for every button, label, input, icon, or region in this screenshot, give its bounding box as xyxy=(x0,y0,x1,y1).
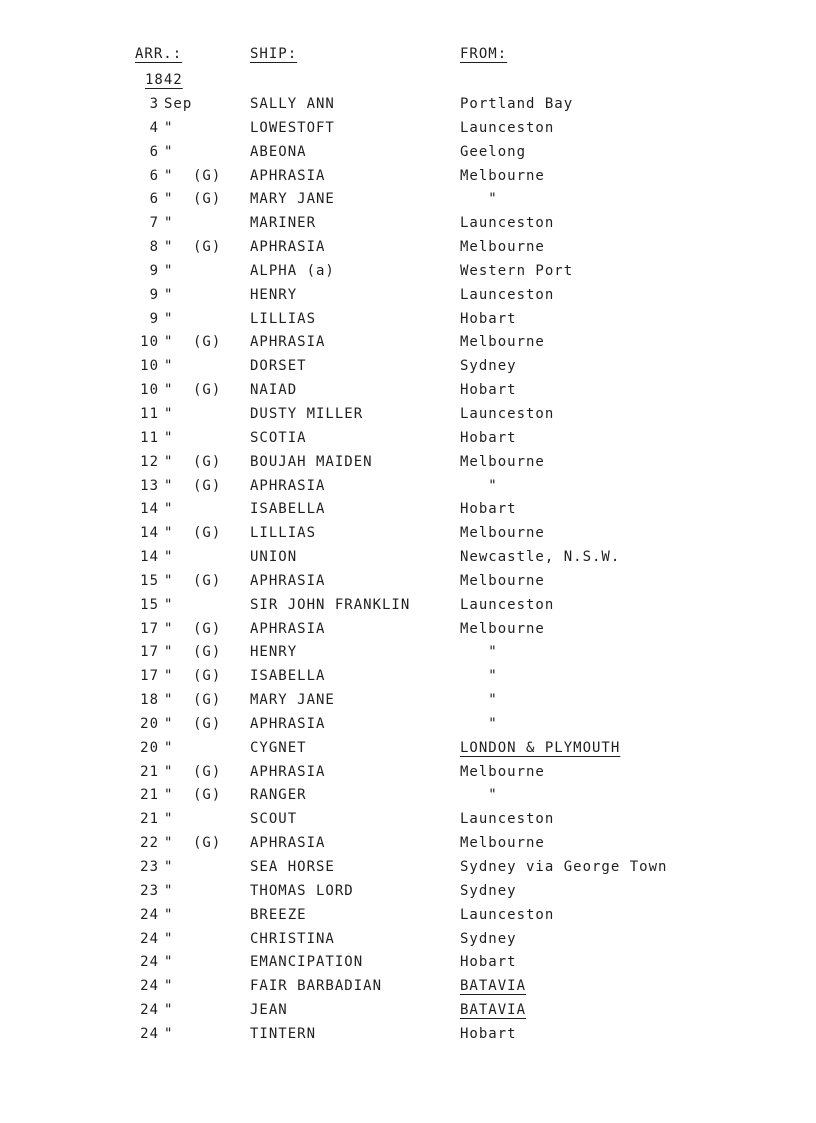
arrival-day: 4 xyxy=(149,119,159,136)
ship-name: ABEONA xyxy=(250,143,307,160)
government-marker: (G) xyxy=(193,382,222,399)
departure-port: " xyxy=(460,644,498,661)
arrival-row xyxy=(0,571,816,595)
arrival-month: " xyxy=(164,453,174,470)
from-column-header: FROM: xyxy=(460,46,508,62)
arrival-month: " xyxy=(164,859,174,875)
arrival-day: 14 xyxy=(140,501,159,518)
government-marker: (G) xyxy=(193,692,222,709)
arrival-row xyxy=(0,142,816,166)
departure-port: Melbourne xyxy=(460,239,545,256)
departure-port: Sydney xyxy=(460,358,517,375)
departure-port: Launceston xyxy=(460,286,555,303)
departure-port: " xyxy=(460,668,498,685)
departure-port: Hobart xyxy=(460,382,517,399)
arrival-month: " xyxy=(164,930,174,947)
arrival-day: 17 xyxy=(140,620,159,637)
ship-name: MARY JANE xyxy=(250,191,335,208)
arrival-row xyxy=(0,952,816,976)
ship-name: RANGER xyxy=(250,787,307,804)
arrival-row xyxy=(0,309,816,333)
arrival-row xyxy=(0,809,816,833)
ship-name: SCOUT xyxy=(250,811,298,828)
arrival-day: 7 xyxy=(149,215,159,232)
arrival-month: " xyxy=(164,477,174,494)
ship-name: FAIR BARBADIAN xyxy=(250,978,383,995)
government-marker: (G) xyxy=(193,453,222,470)
ship-name: TINTERN xyxy=(250,1025,317,1042)
arrival-day: 23 xyxy=(140,859,159,875)
arrival-day: 12 xyxy=(140,453,159,470)
arrival-day: 15 xyxy=(140,572,159,589)
departure-port: Sydney xyxy=(460,882,517,899)
arrival-row xyxy=(0,762,816,786)
arrival-row xyxy=(0,690,816,714)
ship-name: DORSET xyxy=(250,358,307,375)
arrival-month: " xyxy=(164,262,174,279)
arrival-day: 21 xyxy=(140,787,159,804)
arrival-row xyxy=(0,929,816,953)
government-marker: (G) xyxy=(193,191,222,208)
ship-name: SIR JOHN FRANKLIN xyxy=(250,596,411,613)
departure-port: Melbourne xyxy=(460,835,545,852)
ship-name: ISABELLA xyxy=(250,668,326,685)
arrival-row xyxy=(0,213,816,237)
government-marker: (G) xyxy=(193,572,222,589)
ship-name: HENRY xyxy=(250,286,298,303)
arrival-day: 6 xyxy=(149,191,159,208)
arrival-row xyxy=(0,189,816,213)
arrival-month: " xyxy=(164,239,174,256)
arrival-row xyxy=(0,595,816,619)
ship-name: LILLIAS xyxy=(250,525,317,542)
ship-name: APHRASIA xyxy=(250,239,326,256)
ship-name: SCOTIA xyxy=(250,429,307,446)
departure-port: Melbourne xyxy=(460,763,545,780)
arrival-month: " xyxy=(164,549,174,566)
departure-port: BATAVIA xyxy=(460,978,527,995)
departure-port: Melbourne xyxy=(460,167,545,184)
ship-name: CHRISTINA xyxy=(250,930,335,947)
arrival-day: 18 xyxy=(140,692,159,709)
arrival-month: " xyxy=(164,334,174,351)
departure-port: Launceston xyxy=(460,596,555,613)
departure-port: Geelong xyxy=(460,143,527,160)
arrival-row xyxy=(0,547,816,571)
arrival-row xyxy=(0,94,816,118)
arrival-month: " xyxy=(164,119,174,136)
arrivals-list xyxy=(0,94,816,1048)
arrival-row xyxy=(0,380,816,404)
ship-name: THOMAS LORD xyxy=(250,882,354,899)
arrival-day: 3 xyxy=(149,96,159,112)
arrival-month: Sep xyxy=(164,96,193,112)
arrival-month: " xyxy=(164,143,174,160)
arrival-row xyxy=(0,1000,816,1024)
ship-name: CYGNET xyxy=(250,739,307,756)
departure-port: Hobart xyxy=(460,1025,517,1042)
ship-name: BOUJAH MAIDEN xyxy=(250,453,373,470)
ship-name: BREEZE xyxy=(250,906,307,923)
ship-name: EMANCIPATION xyxy=(250,954,364,971)
departure-port: Western Port xyxy=(460,262,574,279)
ship-name: APHRASIA xyxy=(250,835,326,852)
arrival-row xyxy=(0,404,816,428)
ship-name: ISABELLA xyxy=(250,501,326,518)
departure-port: Launceston xyxy=(460,811,555,828)
arrival-month: " xyxy=(164,811,174,828)
arrival-month: " xyxy=(164,429,174,446)
arrival-month: " xyxy=(164,668,174,685)
arrival-month: " xyxy=(164,954,174,971)
departure-port: Launceston xyxy=(460,906,555,923)
ship-name: APHRASIA xyxy=(250,620,326,637)
arrival-day: 24 xyxy=(140,906,159,923)
arrival-month: " xyxy=(164,286,174,303)
government-marker: (G) xyxy=(193,477,222,494)
government-marker: (G) xyxy=(193,167,222,184)
arrival-day: 10 xyxy=(140,382,159,399)
arrival-day: 6 xyxy=(149,143,159,160)
departure-port: Melbourne xyxy=(460,620,545,637)
arrival-day: 21 xyxy=(140,811,159,828)
arrival-day: 24 xyxy=(140,1025,159,1042)
arrival-month: " xyxy=(164,787,174,804)
arrival-day: 15 xyxy=(140,596,159,613)
departure-port: Hobart xyxy=(460,501,517,518)
arrival-row xyxy=(0,666,816,690)
ship-name: HENRY xyxy=(250,644,298,661)
arrival-month: " xyxy=(164,382,174,399)
arrival-month: " xyxy=(164,167,174,184)
ship-name: APHRASIA xyxy=(250,167,326,184)
ship-name: SEA HORSE xyxy=(250,859,335,875)
arrival-month: " xyxy=(164,715,174,732)
arrival-row xyxy=(0,642,816,666)
arrival-column-header: ARR.: xyxy=(135,46,183,62)
departure-port: Melbourne xyxy=(460,334,545,351)
arrival-row xyxy=(0,785,816,809)
arrival-month: " xyxy=(164,620,174,637)
government-marker: (G) xyxy=(193,763,222,780)
arrival-day: 13 xyxy=(140,477,159,494)
departure-port: Portland Bay xyxy=(460,96,574,112)
arrival-day: 17 xyxy=(140,668,159,685)
arrival-row xyxy=(0,428,816,452)
arrival-row xyxy=(0,976,816,1000)
arrival-day: 24 xyxy=(140,954,159,971)
ship-name: APHRASIA xyxy=(250,477,326,494)
arrival-row xyxy=(0,166,816,190)
arrival-day: 20 xyxy=(140,739,159,756)
arrival-month: " xyxy=(164,835,174,852)
ship-name: UNION xyxy=(250,549,298,566)
arrival-month: " xyxy=(164,405,174,422)
arrival-row xyxy=(0,118,816,142)
arrival-month: " xyxy=(164,1025,174,1042)
departure-port: Hobart xyxy=(460,954,517,971)
government-marker: (G) xyxy=(193,644,222,661)
ship-column-header: SHIP: xyxy=(250,46,298,62)
departure-port: " xyxy=(460,477,498,494)
government-marker: (G) xyxy=(193,525,222,542)
arrival-month: " xyxy=(164,692,174,709)
arrival-row xyxy=(0,476,816,500)
arrival-day: 11 xyxy=(140,429,159,446)
arrival-month: " xyxy=(164,763,174,780)
arrival-month: " xyxy=(164,596,174,613)
arrival-month: " xyxy=(164,572,174,589)
arrival-month: " xyxy=(164,310,174,327)
government-marker: (G) xyxy=(193,787,222,804)
arrival-month: " xyxy=(164,191,174,208)
arrival-row xyxy=(0,332,816,356)
arrival-day: 9 xyxy=(149,310,159,327)
arrival-row xyxy=(0,237,816,261)
departure-port: " xyxy=(460,787,498,804)
arrival-month: " xyxy=(164,1002,174,1019)
arrival-row xyxy=(0,356,816,380)
arrival-day: 6 xyxy=(149,167,159,184)
departure-port: Launceston xyxy=(460,119,555,136)
arrival-day: 9 xyxy=(149,286,159,303)
departure-port: Newcastle, N.S.W. xyxy=(460,549,621,566)
arrival-month: " xyxy=(164,215,174,232)
arrival-day: 9 xyxy=(149,262,159,279)
departure-port: Hobart xyxy=(460,310,517,327)
government-marker: (G) xyxy=(193,334,222,351)
arrival-day: 8 xyxy=(149,239,159,256)
arrival-month: " xyxy=(164,906,174,923)
arrival-row xyxy=(0,452,816,476)
government-marker: (G) xyxy=(193,715,222,732)
arrival-day: 21 xyxy=(140,763,159,780)
arrival-day: 14 xyxy=(140,525,159,542)
ship-name: APHRASIA xyxy=(250,334,326,351)
arrival-day: 14 xyxy=(140,549,159,566)
arrival-month: " xyxy=(164,978,174,995)
arrival-day: 20 xyxy=(140,715,159,732)
government-marker: (G) xyxy=(193,668,222,685)
arrival-row xyxy=(0,261,816,285)
ship-name: LILLIAS xyxy=(250,310,317,327)
arrival-row xyxy=(0,881,816,905)
ship-name: APHRASIA xyxy=(250,763,326,780)
departure-port: Melbourne xyxy=(460,525,545,542)
arrival-day: 10 xyxy=(140,334,159,351)
arrival-day: 22 xyxy=(140,835,159,852)
ship-name: ALPHA (a) xyxy=(250,262,335,279)
arrival-row xyxy=(0,285,816,309)
departure-port: LONDON & PLYMOUTH xyxy=(460,739,621,756)
arrival-row xyxy=(0,833,816,857)
departure-port: " xyxy=(460,715,498,732)
departure-port: Sydney via George Town xyxy=(460,859,668,875)
arrival-month: " xyxy=(164,358,174,375)
arrival-day: 23 xyxy=(140,882,159,899)
arrival-day: 24 xyxy=(140,978,159,995)
arrival-row xyxy=(0,714,816,738)
arrival-row xyxy=(0,857,816,881)
ship-name: DUSTY MILLER xyxy=(250,405,364,422)
arrival-day: 24 xyxy=(140,930,159,947)
departure-port: " xyxy=(460,692,498,709)
departure-port: Melbourne xyxy=(460,572,545,589)
ship-name: APHRASIA xyxy=(250,715,326,732)
ship-name: LOWESTOFT xyxy=(250,119,335,136)
government-marker: (G) xyxy=(193,835,222,852)
departure-port: Launceston xyxy=(460,405,555,422)
arrival-row xyxy=(0,523,816,547)
arrival-month: " xyxy=(164,739,174,756)
departure-port: Hobart xyxy=(460,429,517,446)
arrival-row xyxy=(0,738,816,762)
departure-port: BATAVIA xyxy=(460,1002,527,1019)
arrival-day: 17 xyxy=(140,644,159,661)
departure-port: Sydney xyxy=(460,930,517,947)
arrival-day: 24 xyxy=(140,1002,159,1019)
departure-port: " xyxy=(460,191,498,208)
year-heading: 1842 xyxy=(145,72,183,88)
ship-name: SALLY ANN xyxy=(250,96,335,112)
arrival-month: " xyxy=(164,882,174,899)
arrival-row xyxy=(0,619,816,643)
ship-name: NAIAD xyxy=(250,382,298,399)
arrival-month: " xyxy=(164,525,174,542)
arrival-row xyxy=(0,1024,816,1048)
arrival-row xyxy=(0,905,816,929)
arrival-row xyxy=(0,499,816,523)
arrival-day: 10 xyxy=(140,358,159,375)
departure-port: Melbourne xyxy=(460,453,545,470)
government-marker: (G) xyxy=(193,239,222,256)
arrival-month: " xyxy=(164,644,174,661)
ship-name: MARY JANE xyxy=(250,692,335,709)
ship-name: JEAN xyxy=(250,1002,288,1019)
ship-name: APHRASIA xyxy=(250,572,326,589)
arrival-day: 11 xyxy=(140,405,159,422)
ship-name: MARINER xyxy=(250,215,317,232)
government-marker: (G) xyxy=(193,620,222,637)
departure-port: Launceston xyxy=(460,215,555,232)
arrival-month: " xyxy=(164,501,174,518)
